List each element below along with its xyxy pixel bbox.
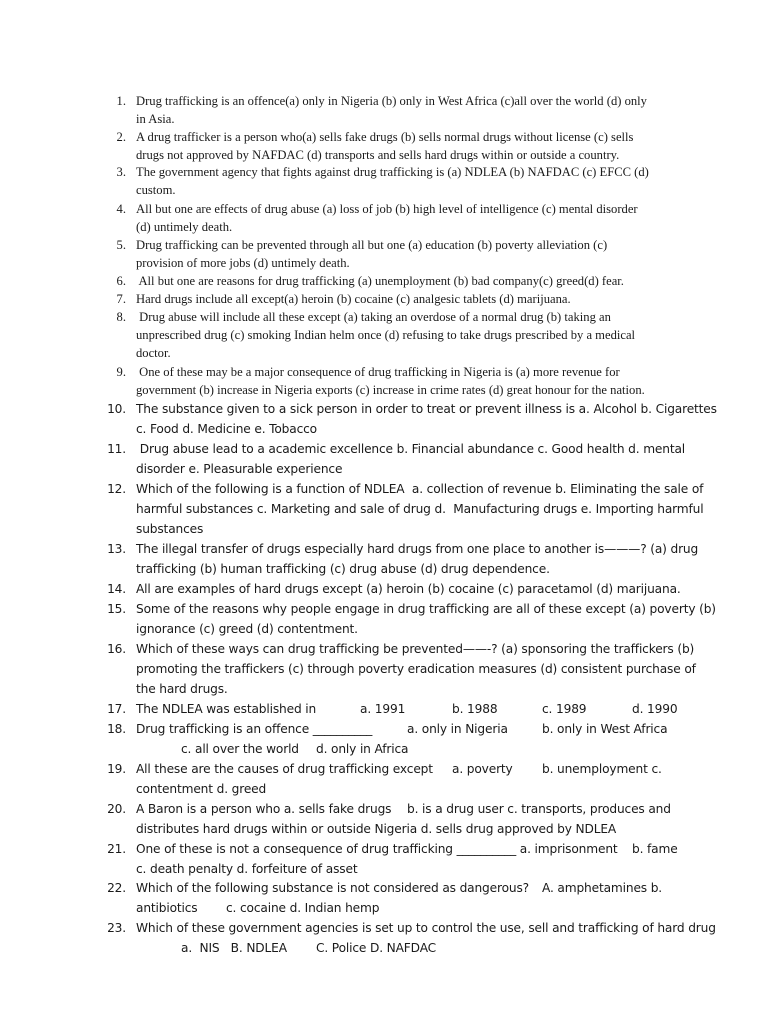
question-number: 17.: [107, 702, 126, 716]
question-text: Drug trafficking is an offence(a) only in Nigeria (b) only in West Africa (c)all over the world (d) only: [136, 94, 647, 108]
question-text: Hard drugs include all except(a) heroin (b) cocaine (c) analgesic tablets (d) marijuana.: [136, 292, 571, 306]
question-text: drugs not approved by NAFDAC (d) transports and sells hard drugs within or outside a country.: [136, 148, 620, 162]
question-text: Which of the following is a function of NDLEA a. collection of revenue b. Eliminating the sale of: [136, 482, 704, 496]
question-text: the hard drugs.: [136, 682, 228, 696]
question-text: Drug abuse lead to a academic excellence b. Financial abundance c. Good health d. mental: [136, 442, 686, 456]
answer-option: A. amphetamines b.: [542, 881, 663, 895]
question-text: disorder e. Pleasurable experience: [136, 462, 343, 476]
question-text: distributes hard drugs within or outside Nigeria d. sells drug approved by NDLEA: [136, 822, 617, 836]
answer-option: c. all over the world: [181, 742, 299, 756]
question-text: The government agency that fights against drug trafficking is (a) NDLEA (b) NAFDAC (c) EFCC (d): [136, 165, 649, 179]
question-text: Which of the following substance is not considered as dangerous?: [136, 881, 529, 895]
question-text: The illegal transfer of drugs especially hard drugs from one place to another is———? (a) drug: [136, 542, 699, 556]
question-text: c. Food d. Medicine e. Tobacco: [136, 422, 317, 436]
question-text: Drug abuse will include all these except (a) taking an overdose of a normal drug (b) taking an: [136, 310, 611, 324]
question-text: substances: [136, 522, 204, 536]
question-number: 22.: [107, 881, 126, 895]
question-text: The NDLEA was established in: [136, 702, 317, 716]
question-number: 4.: [116, 202, 126, 216]
answer-option: c. cocaine d. Indian hemp: [226, 901, 380, 915]
answer-option: a. poverty: [452, 762, 513, 776]
question-number: 5.: [116, 238, 126, 252]
question-text: All but one are effects of drug abuse (a) loss of job (b) high level of intelligence (c) mental disorder: [136, 202, 638, 216]
answer-option: d. 1990: [632, 702, 678, 716]
question-text: trafficking (b) human trafficking (c) drug abuse (d) drug dependence.: [136, 562, 550, 576]
question-number: 21.: [107, 842, 126, 856]
question-text: (d) untimely death.: [136, 220, 233, 234]
question-text: Drug trafficking is an offence __________: [136, 722, 373, 736]
question-text: doctor.: [136, 346, 171, 360]
question-text: antibiotics: [136, 901, 198, 915]
answer-option: b. unemployment c.: [542, 762, 662, 776]
answer-option: b. 1988: [452, 702, 498, 716]
question-text: All but one are reasons for drug trafficking (a) unemployment (b) bad company(c) greed(d) fear.: [136, 274, 624, 288]
question-number: 18.: [107, 722, 126, 736]
answer-option: C. Police D. NAFDAC: [316, 941, 437, 955]
question-number: 6.: [116, 274, 126, 288]
question-number: 10.: [107, 402, 126, 416]
question-text: ignorance (c) greed (d) contentment.: [136, 622, 358, 636]
question-text: c. death penalty d. forfeiture of asset: [136, 862, 358, 876]
question-number: 16.: [107, 642, 126, 656]
answer-option: a. 1991: [360, 702, 406, 716]
question-text: Which of these government agencies is set up to control the use, sell and trafficking of hard drug: [136, 921, 716, 935]
question-number: 2.: [116, 130, 126, 144]
question-text: One of these may be a major consequence of drug trafficking in Nigeria is (a) more revenue for: [136, 365, 620, 379]
question-text: The substance given to a sick person in order to treat or prevent illness is a. Alcohol b. Cigarettes: [136, 402, 717, 416]
answer-option: a. only in Nigeria: [407, 722, 508, 736]
question-text: Which of these ways can drug trafficking be prevented——-? (a) sponsoring the traffickers (b): [136, 642, 695, 656]
question-text: promoting the traffickers (c) through poverty eradication measures (d) consistent purchase of: [136, 662, 696, 676]
question-number: 11.: [107, 442, 126, 456]
question-number: 1.: [116, 94, 126, 108]
question-number: 7.: [116, 292, 126, 306]
answer-option: d. only in Africa: [316, 742, 409, 756]
question-number: 13.: [107, 542, 126, 556]
question-text: in Asia.: [136, 112, 175, 126]
question-number: 8.: [116, 310, 126, 324]
answer-option: b. fame: [632, 842, 678, 856]
question-text: unprescribed drug (c) smoking Indian helm once (d) refusing to take drugs prescribed by a medical: [136, 328, 636, 342]
question-text: A drug trafficker is a person who(a) sells fake drugs (b) sells normal drugs without license (c) sells: [136, 130, 634, 144]
question-number: 3.: [116, 165, 126, 179]
question-number: 20.: [107, 802, 126, 816]
question-text: custom.: [136, 183, 176, 197]
question-number: 15.: [107, 602, 126, 616]
answer-option: b. is a drug user c. transports, produces and: [407, 802, 671, 816]
answer-option: b. only in West Africa: [542, 722, 668, 736]
question-text: harmful substances c. Marketing and sale of drug d. Manufacturing drugs e. Importing harmful: [136, 502, 704, 516]
question-number: 23.: [107, 921, 126, 935]
question-text: A Baron is a person who a. sells fake drugs: [136, 802, 392, 816]
answer-option: a. NIS B. NDLEA: [181, 941, 287, 955]
question-text: provision of more jobs (d) untimely death.: [136, 256, 350, 270]
question-text: Some of the reasons why people engage in drug trafficking are all of these except (a) poverty (b): [136, 602, 716, 616]
question-text: All are examples of hard drugs except (a) heroin (b) cocaine (c) paracetamol (d) marijuana.: [136, 582, 681, 596]
question-text: government (b) increase in Nigeria exports (c) increase in crime rates (d) great honour for the nation.: [136, 383, 645, 397]
answer-option: c. 1989: [542, 702, 587, 716]
question-number: 9.: [116, 365, 126, 379]
question-text: One of these is not a consequence of drug trafficking __________ a. imprisonment: [136, 842, 618, 856]
question-text: Drug trafficking can be prevented through all but one (a) education (b) poverty alleviation (c): [136, 238, 608, 252]
question-number: 14.: [107, 582, 126, 596]
question-text: All these are the causes of drug trafficking except: [136, 762, 433, 776]
question-text: contentment d. greed: [136, 782, 267, 796]
question-number: 12.: [107, 482, 126, 496]
question-number: 19.: [107, 762, 126, 776]
